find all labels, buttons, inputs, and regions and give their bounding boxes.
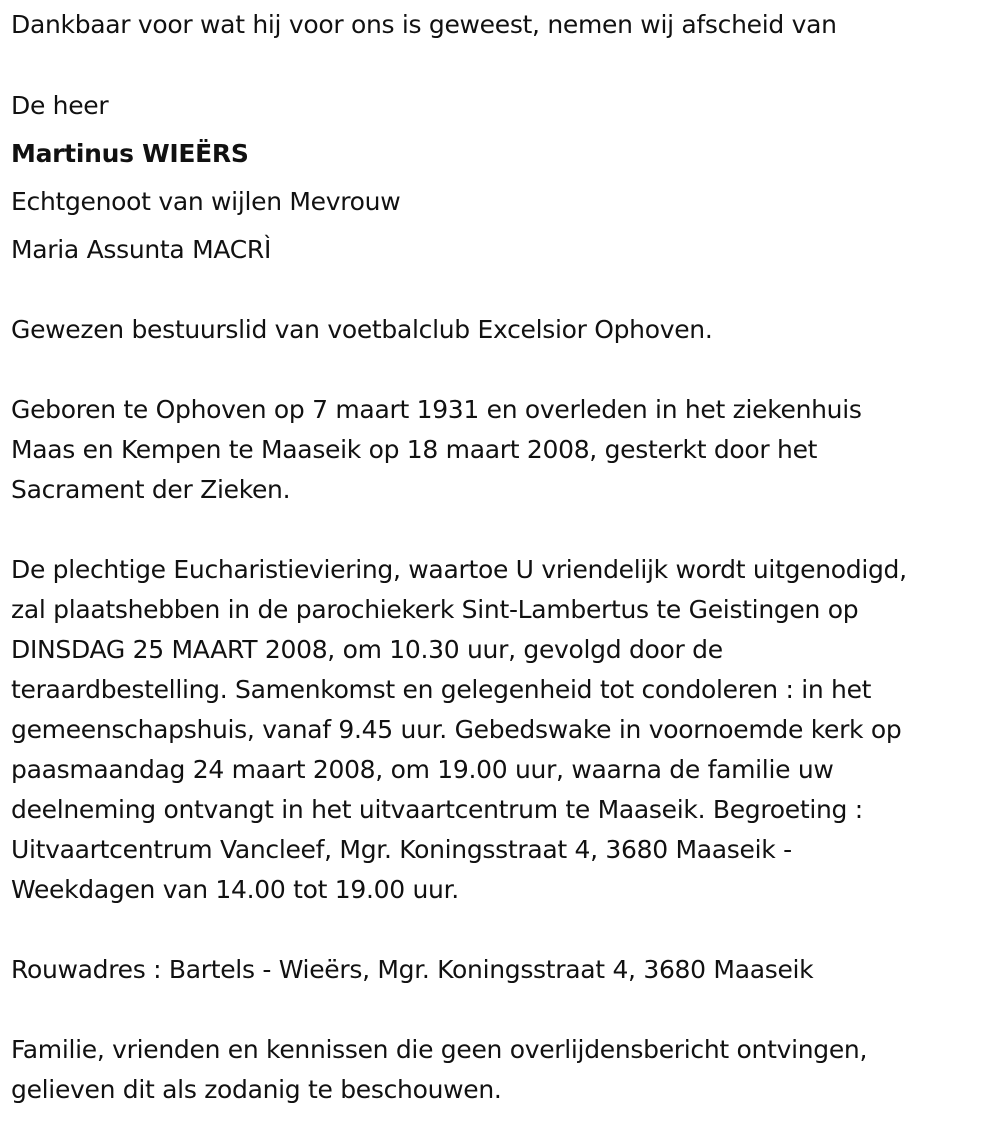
board-member-text: Gewezen bestuurslid van voetbalclub Excelsior Ophoven. (11, 315, 713, 344)
ceremony-line: deelneming ontvangt in het uitvaartcentrum te Maaseik. Begroeting : (11, 795, 863, 824)
ceremony-line: zal plaatshebben in de parochiekerk Sint-Lambertus te Geistingen op (11, 595, 859, 624)
ceremony-line: paasmaandag 24 maart 2008, om 19.00 uur, waarna de familie uw (11, 755, 834, 784)
birth-death-line: Geboren te Ophoven op 7 maart 1931 en overleden in het ziekenhuis (11, 395, 862, 424)
ceremony-line: Uitvaartcentrum Vancleef, Mgr. Koningsstraat 4, 3680 Maaseik - (11, 835, 792, 864)
birth-death-line: Sacrament der Zieken. (11, 475, 291, 504)
ceremony-line: DINSDAG 25 MAART 2008, om 10.30 uur, gevolgd door de (11, 635, 723, 664)
spouse-line-1: Echtgenoot van wijlen Mevrouw (11, 187, 401, 216)
intro-text: Dankbaar voor wat hij voor ons is geweest, nemen wij afscheid van (11, 10, 837, 39)
ceremony-line: Weekdagen van 14.00 tot 19.00 uur. (11, 875, 459, 904)
mourning-address: Rouwadres : Bartels - Wieërs, Mgr. Koningsstraat 4, 3680 Maaseik (11, 955, 814, 984)
ceremony-line: De plechtige Eucharistieviering, waartoe U vriendelijk wordt uitgenodigd, (11, 555, 907, 584)
closing-line: Familie, vrienden en kennissen die geen overlijdensbericht ontvingen, (11, 1035, 868, 1064)
ceremony-line: gemeenschapshuis, vanaf 9.45 uur. Gebedswake in voornoemde kerk op (11, 715, 902, 744)
ceremony-line: teraardbestelling. Samenkomst en gelegenheid tot condoleren : in het (11, 675, 872, 704)
birth-death-line: Maas en Kempen te Maaseik op 18 maart 2008, gesterkt door het (11, 435, 818, 464)
deceased-name: Martinus WIEËRS (11, 139, 249, 168)
salutation: De heer (11, 91, 109, 120)
closing-line: gelieven dit als zodanig te beschouwen. (11, 1075, 502, 1104)
spouse-line-2: Maria Assunta MACRÌ (11, 235, 272, 264)
